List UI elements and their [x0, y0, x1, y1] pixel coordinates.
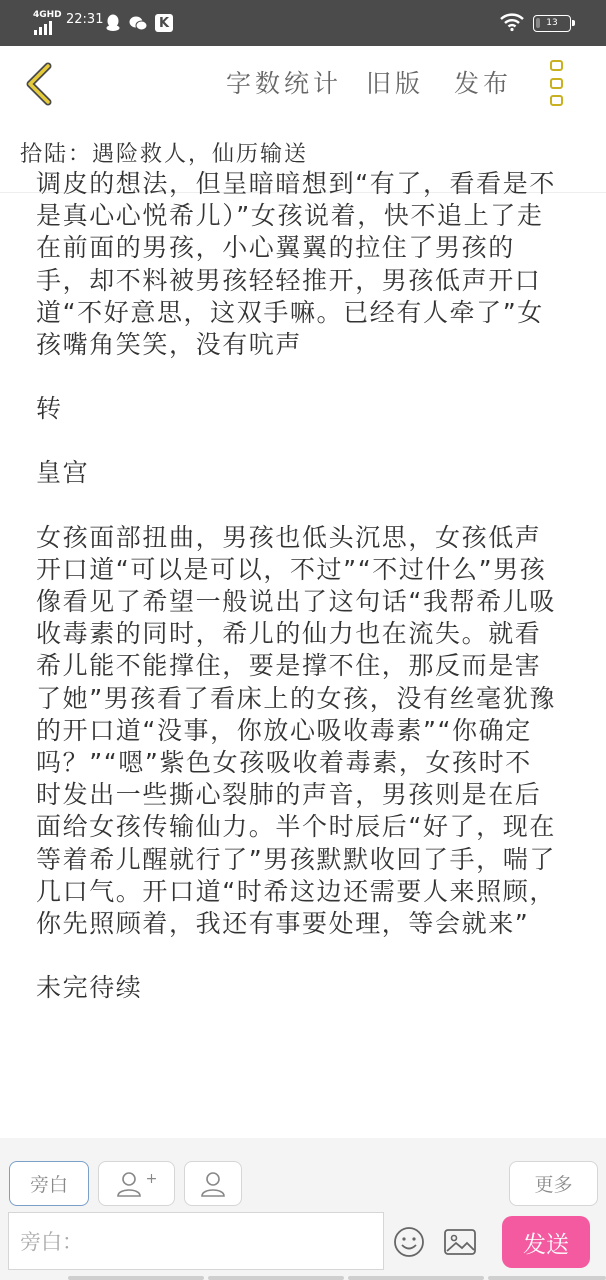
chapter-title: 拾陆：遇险救人，仙历输送 [20, 142, 309, 167]
send-button[interactable]: 发送 [502, 1216, 590, 1268]
status-time: 22:31 [66, 12, 104, 27]
battery-level: 13 [546, 18, 558, 28]
wifi-icon [500, 13, 524, 35]
vertical-dots-icon[interactable] [550, 60, 566, 106]
old-version-button[interactable]: 旧版 [366, 69, 425, 98]
role-button[interactable] [184, 1161, 242, 1206]
chevron-left-icon [22, 60, 62, 108]
input-placeholder: 旁白： [20, 1230, 83, 1254]
network-type: 4GHD [33, 10, 62, 20]
add-role-button[interactable] [98, 1161, 175, 1206]
k-app-icon: K [155, 14, 173, 32]
user-icon [200, 1171, 226, 1197]
image-button[interactable] [443, 1226, 477, 1258]
signal-icon [34, 21, 52, 35]
add-user-icon [116, 1171, 142, 1197]
nav-indicator [0, 1276, 606, 1280]
compose-panel [0, 1138, 606, 1280]
message-input[interactable] [8, 1212, 384, 1270]
battery-icon [533, 15, 571, 32]
image-icon [443, 1226, 477, 1258]
add-role-plus: + [145, 1170, 158, 1187]
paragraph: 转 [36, 394, 63, 424]
wechat-icon [129, 14, 147, 32]
paragraph: 调皮的想法，但呈暗暗想到“有了，看看是不是真心心悦希儿）”女孩说着，快不追上了走在前面的男孩，小心翼翼的拉住了男孩的手，却不料被男孩轻轻推开，男孩低声开口道“不好意思，这双手嘛。已经有人牵了”女孩嘴角笑笑，没有吭声 [36, 169, 556, 360]
paragraph: 未完待续 [36, 973, 143, 1003]
paragraph: 女孩面部扭曲，男孩也低头沉思，女孩低声开口道“可以是可以，不过”“不过什么”男孩像看见了希望一般说出了这句话“我帮希儿吸收毒素的同时，希儿的仙力也在流失。就看希儿能不能撑住，要是撑不住，那反而是害了她”男孩看了看床上的女孩，没有丝毫犹豫的开口道“没事，你放心吸收毒素”“你确定吗？”“嗯”紫色女孩吸收着毒素，女孩时不时发出一些撕心裂肺的声音，男孩则是在后面给女孩传输仙力。半个时辰后“好了，现在等着希儿醒就行了”男孩默默收回了手，喘了几口气。开口道“时希这边还需要人来照顾，你先照顾着，我还有事要处理，等会就来” [36, 522, 556, 939]
story-content[interactable] [0, 169, 606, 1138]
paragraph: 皇宫 [36, 458, 90, 488]
more-button[interactable]: 更多 [509, 1161, 598, 1206]
emoji-button[interactable] [393, 1226, 425, 1258]
back-button[interactable] [22, 60, 62, 108]
publish-button[interactable]: 发布 [454, 69, 513, 98]
word-count-button[interactable]: 字数统计 [226, 69, 343, 98]
emoji-icon [393, 1226, 425, 1258]
qq-icon [104, 14, 122, 32]
narration-button[interactable]: 旁白 [9, 1161, 89, 1206]
status-bar [0, 0, 606, 46]
editor-toolbar [0, 46, 606, 126]
